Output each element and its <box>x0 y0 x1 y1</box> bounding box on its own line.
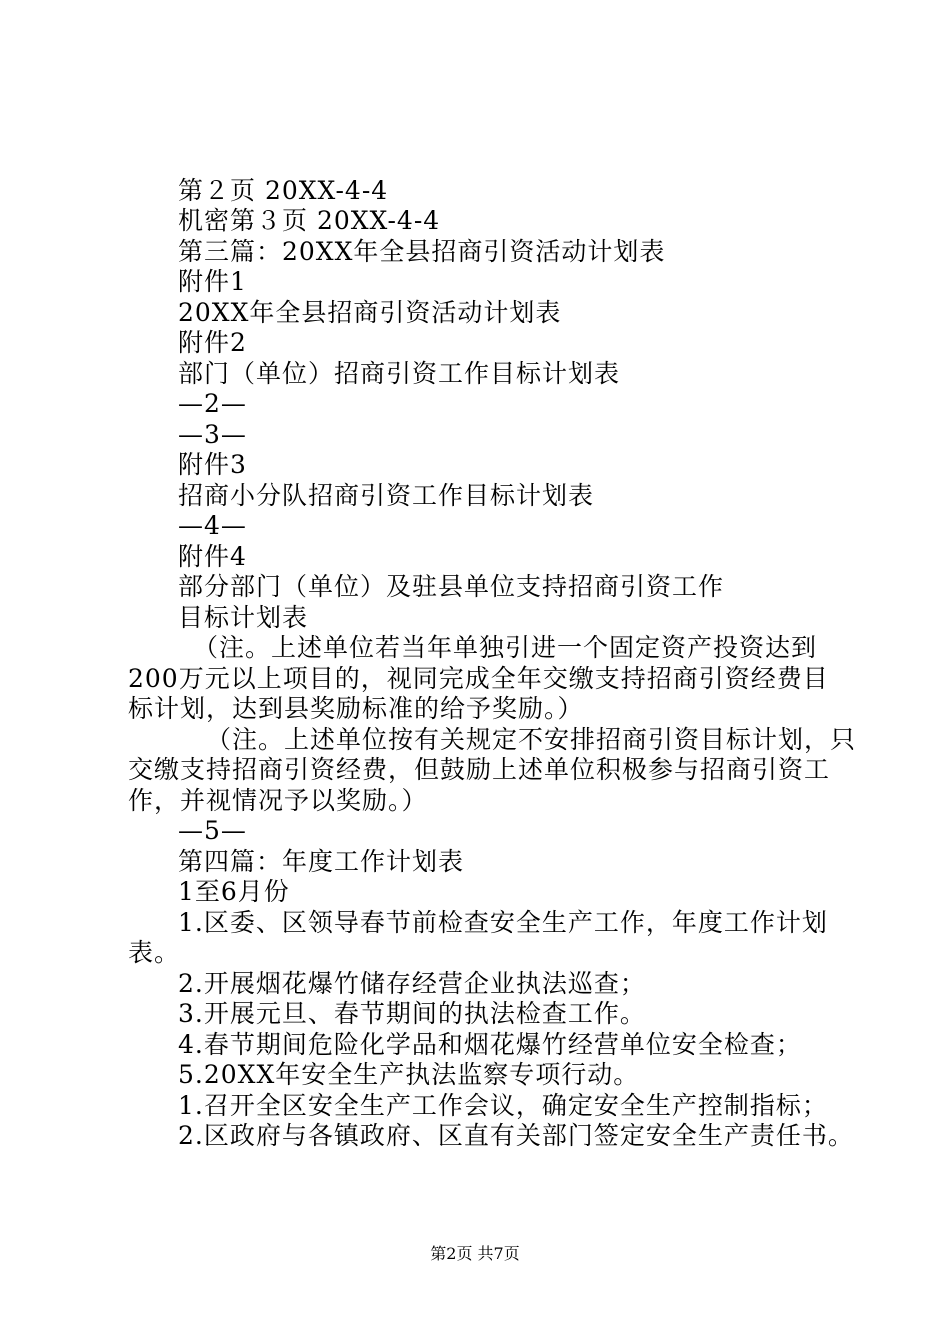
text-line-27: 2.开展烟花爆竹储存经营企业执法巡查； <box>178 969 646 998</box>
page-footer: 第2页 共7页 <box>430 1244 520 1263</box>
text-line-6: 附件2 <box>178 328 247 357</box>
text-line-11: 招商小分队招商引资工作目标计划表 <box>178 481 595 510</box>
text-line-32: 2.区政府与各镇政府、区直有关部门签定安全生产责任书。 <box>178 1121 854 1150</box>
text-line-19: （注。上述单位按有关规定不安排招商引资目标计划，只 <box>206 725 857 754</box>
text-line-8: —2— <box>178 389 247 418</box>
text-line-16: （注。上述单位若当年单独引进一个固定资产投资达到 <box>193 633 818 662</box>
text-line-2: 机密第３页 20XX-4-4 <box>178 206 441 235</box>
text-line-3: 第三篇：20XX年全县招商引资活动计划表 <box>178 237 666 266</box>
text-line-25: 1.区委、区领导春节前检查安全生产工作，年度工作计划 <box>178 908 828 937</box>
text-line-28: 3.开展元旦、春节期间的执法检查工作。 <box>178 999 646 1028</box>
text-line-12: —4— <box>178 511 247 540</box>
text-line-9: —3— <box>178 420 247 449</box>
text-line-22: —5— <box>178 816 247 845</box>
text-line-5: 20XX年全县招商引资活动计划表 <box>178 298 562 327</box>
text-line-26: 表。 <box>128 938 181 967</box>
text-line-7: 部门（单位）招商引资工作目标计划表 <box>178 359 621 388</box>
text-line-18: 标计划，达到县奖励标准的给予奖励。） <box>128 694 584 723</box>
text-line-29: 4.春节期间危险化学品和烟花爆竹经营单位安全检查； <box>178 1030 802 1059</box>
text-line-10: 附件3 <box>178 450 247 479</box>
text-line-31: 1.召开全区安全生产工作会议，确定安全生产控制指标； <box>178 1091 828 1120</box>
text-line-17: 200万元以上项目的，视同完成全年交缴支持招商引资经费目 <box>128 664 829 693</box>
text-line-15: 目标计划表 <box>178 603 309 632</box>
text-line-1: 第２页 20XX-4-4 <box>178 176 389 205</box>
text-line-4: 附件1 <box>178 267 247 296</box>
text-line-23: 第四篇：年度工作计划表 <box>178 847 465 876</box>
text-line-13: 附件4 <box>178 542 247 571</box>
text-line-24: 1至6月份 <box>178 877 290 906</box>
text-line-14: 部分部门（单位）及驻县单位支持招商引资工作 <box>178 572 725 601</box>
text-line-21: 作，并视情况予以奖励。） <box>128 786 428 815</box>
text-line-30: 5.20XX年安全生产执法监察专项行动。 <box>178 1060 640 1089</box>
text-line-20: 交缴支持招商引资经费，但鼓励上述单位积极参与招商引资工 <box>128 755 831 784</box>
